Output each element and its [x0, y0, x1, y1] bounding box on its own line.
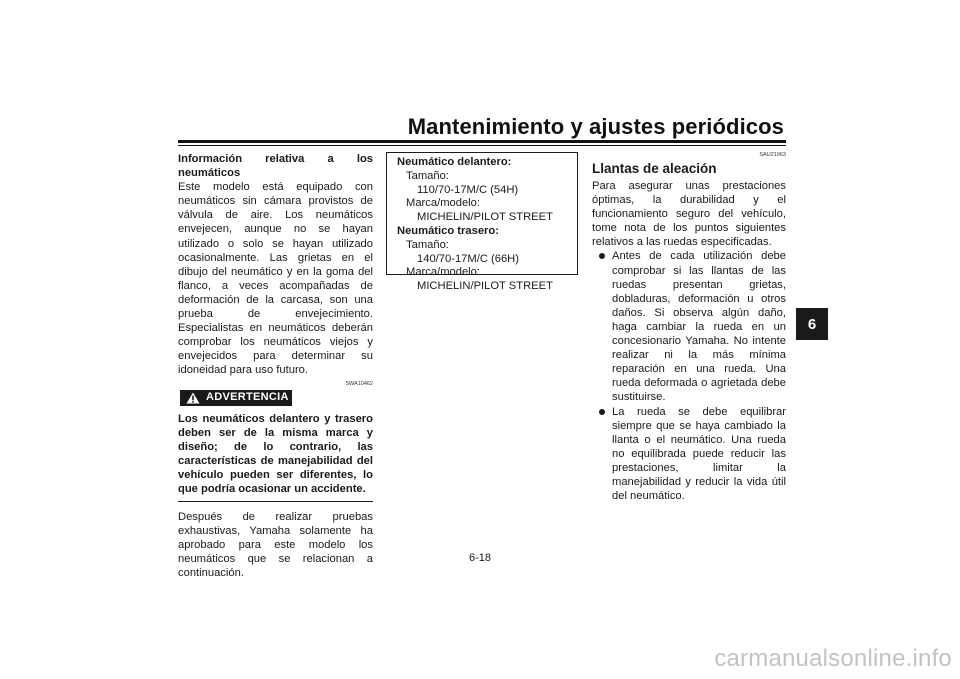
list-item-text: La rueda se debe equilibrar siempre que se haya cambiado la llanta o el neumático. Una rueda no equilibrada puede reducir las prestaciones, limitar la manejabilidad y reducir la vida útil del neumático. [612, 405, 786, 503]
alloy-wheels-intro: Para asegurar unas prestaciones óptimas, la durabilidad y el funcionamiento seguro del vehículo, tome nota de los puntos siguientes relativos a las ruedas especificadas. [592, 180, 786, 249]
rear-brand-value: MICHELIN/PILOT STREET [417, 280, 553, 293]
right-column [592, 152, 786, 503]
bullet-dot-icon [599, 253, 605, 259]
warning-triangle-icon [186, 392, 200, 404]
page-number: 6-18 [468, 552, 492, 564]
list-item-text: Antes de cada utilización debe comprobar si las llantas de las ruedas presentan grietas, dobladuras, deformación u otros daños. Si observa algún daño, haga cambiar la rueda en un concesionario Yamaha. No intente realizar ni la más mínima reparación en una rueda. Una rueda deformada o agrietada debe sustituirse. [612, 250, 786, 404]
front-tire-title: Neumático delantero: [397, 156, 512, 168]
rear-size-label: Tamaño: [406, 238, 449, 251]
section-code: SAU21963 [759, 152, 786, 158]
left-column [178, 152, 373, 581]
alloy-wheels-heading: Llantas de aleación [592, 161, 717, 176]
list-item [612, 405, 786, 504]
front-brand-label: Marca/modelo: [406, 197, 480, 210]
warning-code: SWA10462 [345, 380, 373, 387]
warning-badge [180, 390, 292, 406]
warning-label: ADVERTENCIA [206, 391, 289, 404]
alloy-wheels-list [592, 249, 786, 503]
chapter-tab-label: 6 [807, 315, 817, 333]
bullet-dot-icon [599, 409, 605, 415]
list-item [612, 249, 786, 404]
front-brand-value: MICHELIN/PILOT STREET [417, 211, 553, 224]
warning-text: Los neumáticos delantero y trasero deben ser de la misma marca y diseño; de lo contrario, las características de manejabilidad del vehículo pueden ser diferentes, lo que podría ocasionar un accidente. [178, 412, 373, 495]
rear-tire-title: Neumático trasero: [397, 224, 499, 237]
title-rule-thin [178, 145, 786, 146]
tire-info-subheading: Información relativa a los neumáticos [178, 153, 373, 180]
rear-brand-label: Marca/modelo: [406, 266, 480, 279]
tire-spec-box [386, 152, 578, 293]
watermark[interactable]: carmanualsonline.info [714, 645, 952, 672]
front-size-value: 110/70-17M/C (54H) [417, 183, 519, 196]
tire-info-paragraph: Este modelo está equipado con neumáticos sin cámara provistos de válvula de aire. Los neumáticos envejecen, aunque no se hayan utilizado o solo se hayan utilizado ocasionalmente. Las grietas en el dibujo del neumático y en la goma del flanco, a veces acompañadas de deformación de la carcasa, son una prueba de envejecimiento. Especialistas en neumáticos deberán comprobar los neumáticos viejos y envejecidos para determinar su idoneidad para uso futuro. [178, 181, 373, 377]
approved-tires-paragraph: Después de realizar pruebas exhaustivas, Yamaha solamente ha aprobado para este modelo los neumáticos que se relacionan a continuación. [178, 511, 373, 580]
front-size-label: Tamaño: [406, 169, 449, 182]
warning-divider [178, 501, 373, 502]
chapter-tab[interactable] [796, 308, 828, 340]
page-title: Mantenimiento y ajustes periódicos [407, 114, 784, 139]
rear-size-value: 140/70-17M/C (66H) [417, 252, 519, 265]
title-rule-thick [178, 140, 786, 143]
